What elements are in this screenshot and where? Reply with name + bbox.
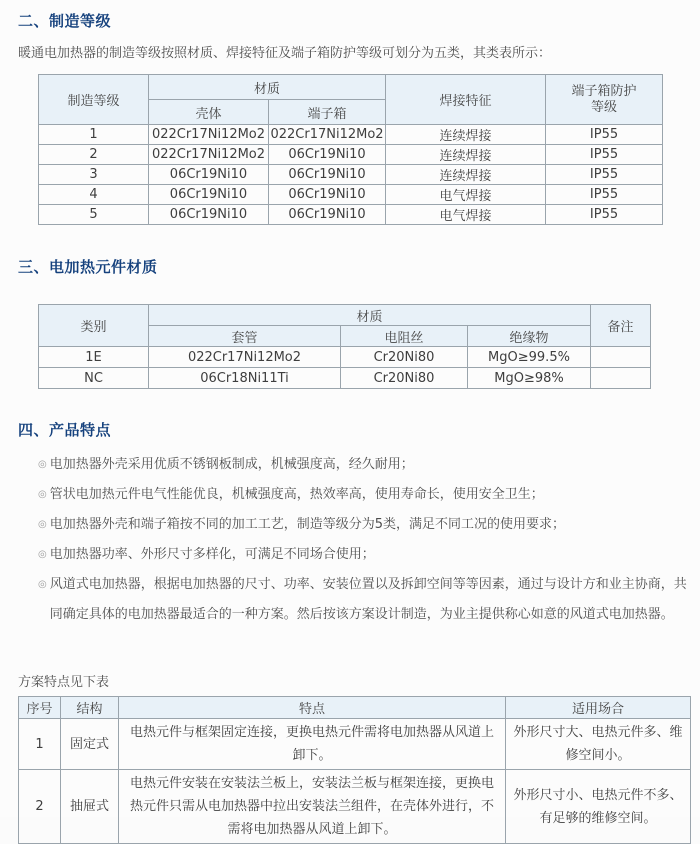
table-cell: 外形尺寸小、电热元件不多、有足够的维修空间。 [506,770,691,844]
table-cell: NC [39,368,149,389]
feature-text: 电加热器外壳和端子箱按不同的加工工艺，制造等级分为5类，满足不同工况的使用要求； [49,517,566,532]
feature-text: 电加热器功率、外形尺寸多样化，可满足不同场合使用； [49,547,375,562]
table-cell: 5 [39,205,149,225]
table-cell: 022Cr17Ni12Mo2 [149,125,269,145]
table-cell: 4 [39,185,149,205]
table-cell: 2 [39,145,149,165]
list-item [38,570,690,630]
col-header-welding: 焊接特征 [386,75,546,125]
table-cell: Cr20Ni80 [341,347,468,368]
feature-text: 风道式电加热器，根据电加热器的尺寸、功率、安装位置以及拆卸空间等等因素，通过与设计方和业主协商，共同确定具体的电加热器最适合的一种方案。然后按该方案设计制造，为业主提供称心如意的风道式电加热器。 [49,577,687,622]
element-material-table-body [39,347,651,389]
section-manufacturing-grade-title: 二、制造等级 [18,12,112,30]
table-cell: 022Cr17Ni12Mo2 [149,347,341,368]
col-header-grade: 制造等级 [39,75,149,125]
table-row [39,347,651,368]
circle-bullet-icon: ◎ [38,549,47,560]
feature-text: 管状电加热元件电气性能优良，机械强度高，热效率高，使用寿命长，使用安全卫生； [49,487,544,502]
table-cell: 06Cr19Ni10 [149,205,269,225]
table-cell: 06Cr19Ni10 [269,205,386,225]
col-header-ip-rating-label: 端子箱防护等级 [571,83,637,115]
element-material-table-head [39,305,651,347]
table-cell: 06Cr19Ni10 [269,145,386,165]
list-item [38,540,690,570]
scheme-features-table-head [19,697,691,719]
feature-text: 电加热器外壳采用优质不锈钢板制成，机械强度高，经久耐用； [49,457,414,472]
table-cell [591,347,651,368]
circle-bullet-icon: ◎ [38,489,47,500]
table-cell: Cr20Ni80 [341,368,468,389]
col-header-sleeve: 套管 [149,326,341,347]
scheme-features-table-body [19,719,691,844]
list-item [38,480,690,510]
table-cell: 抽屉式 [61,770,119,844]
col-header-remark: 备注 [591,305,651,347]
table-cell: 06Cr19Ni10 [149,165,269,185]
circle-bullet-icon: ◎ [38,579,47,590]
section-element-material-title: 三、电加热元件材质 [18,258,158,276]
table-row [19,770,691,844]
col-header-insulator: 绝缘物 [468,326,591,347]
table-cell: 连续焊接 [386,125,546,145]
table-cell: 06Cr19Ni10 [269,185,386,205]
col-header-feature: 特点 [119,697,506,719]
manufacturing-grade-table [38,74,663,225]
table-cell: 电气焊接 [386,185,546,205]
table-cell: 固定式 [61,719,119,770]
table-cell: 06Cr18Ni11Ti [149,368,341,389]
circle-bullet-icon: ◎ [38,519,47,530]
table-cell: 06Cr19Ni10 [149,185,269,205]
table-cell: MgO≥99.5% [468,347,591,368]
table-cell [591,368,651,389]
table-cell: IP55 [546,145,663,165]
section-product-features-title: 四、产品特点 [18,421,112,439]
circle-bullet-icon: ◎ [38,459,47,470]
col-header-terminal-box: 端子箱 [269,100,386,125]
col-header-ip-rating [546,75,663,125]
table-cell: IP55 [546,125,663,145]
col-header-material: 材质 [149,75,386,100]
table-cell: MgO≥98% [468,368,591,389]
element-material-table [38,304,651,389]
table-cell: 电热元件与框架固定连接，更换电热元件需将电加热器从风道上卸下。 [119,719,506,770]
list-item [38,510,690,540]
col-header-shell: 壳体 [149,100,269,125]
table-row [39,205,663,225]
table-cell: 外形尺寸大、电热元件多、维修空间小。 [506,719,691,770]
table-cell: 022Cr17Ni12Mo2 [149,145,269,165]
table-cell: 电热元件安装在安装法兰板上，安装法兰板与框架连接，更换电热元件只需从电加热器中拉出安装法兰组件，在壳体外进行，不需将电加热器从风道上卸下。 [119,770,506,844]
product-features-list [18,450,690,630]
table-cell: 1E [39,347,149,368]
table-cell: 022Cr17Ni12Mo2 [269,125,386,145]
table-row [39,125,663,145]
table-cell: IP55 [546,185,663,205]
manufacturing-grade-table-head [39,75,663,125]
scheme-features-table [18,696,691,844]
table-cell: 连续焊接 [386,145,546,165]
col-header-resistance-wire: 电阻丝 [341,326,468,347]
list-item [38,450,690,480]
table-cell: 1 [19,719,61,770]
table-row [39,165,663,185]
table-header-row [19,697,691,719]
table-cell: 电气焊接 [386,205,546,225]
table-row [19,719,691,770]
col-header-category: 类别 [39,305,149,347]
col-header-structure: 结构 [61,697,119,719]
table-header-row [39,305,651,326]
col-header-application: 适用场合 [506,697,691,719]
table-cell: 连续焊接 [386,165,546,185]
table-cell: IP55 [546,165,663,185]
schemes-table-caption: 方案特点见下表 [18,675,110,690]
table-row [39,368,651,389]
table-cell: 06Cr19Ni10 [269,165,386,185]
manufacturing-grade-table-body [39,125,663,225]
table-cell: 3 [39,165,149,185]
table-row [39,145,663,165]
table-cell: 2 [19,770,61,844]
col-header-no: 序号 [19,697,61,719]
col-header-material: 材质 [149,305,591,326]
manufacturing-intro-text: 暖通电加热器的制造等级按照材质、焊接特征及端子箱防护等级可划分为五类，其类表所示： [18,46,552,61]
table-row [39,185,663,205]
table-header-row [39,75,663,100]
table-cell: IP55 [546,205,663,225]
table-cell: 1 [39,125,149,145]
